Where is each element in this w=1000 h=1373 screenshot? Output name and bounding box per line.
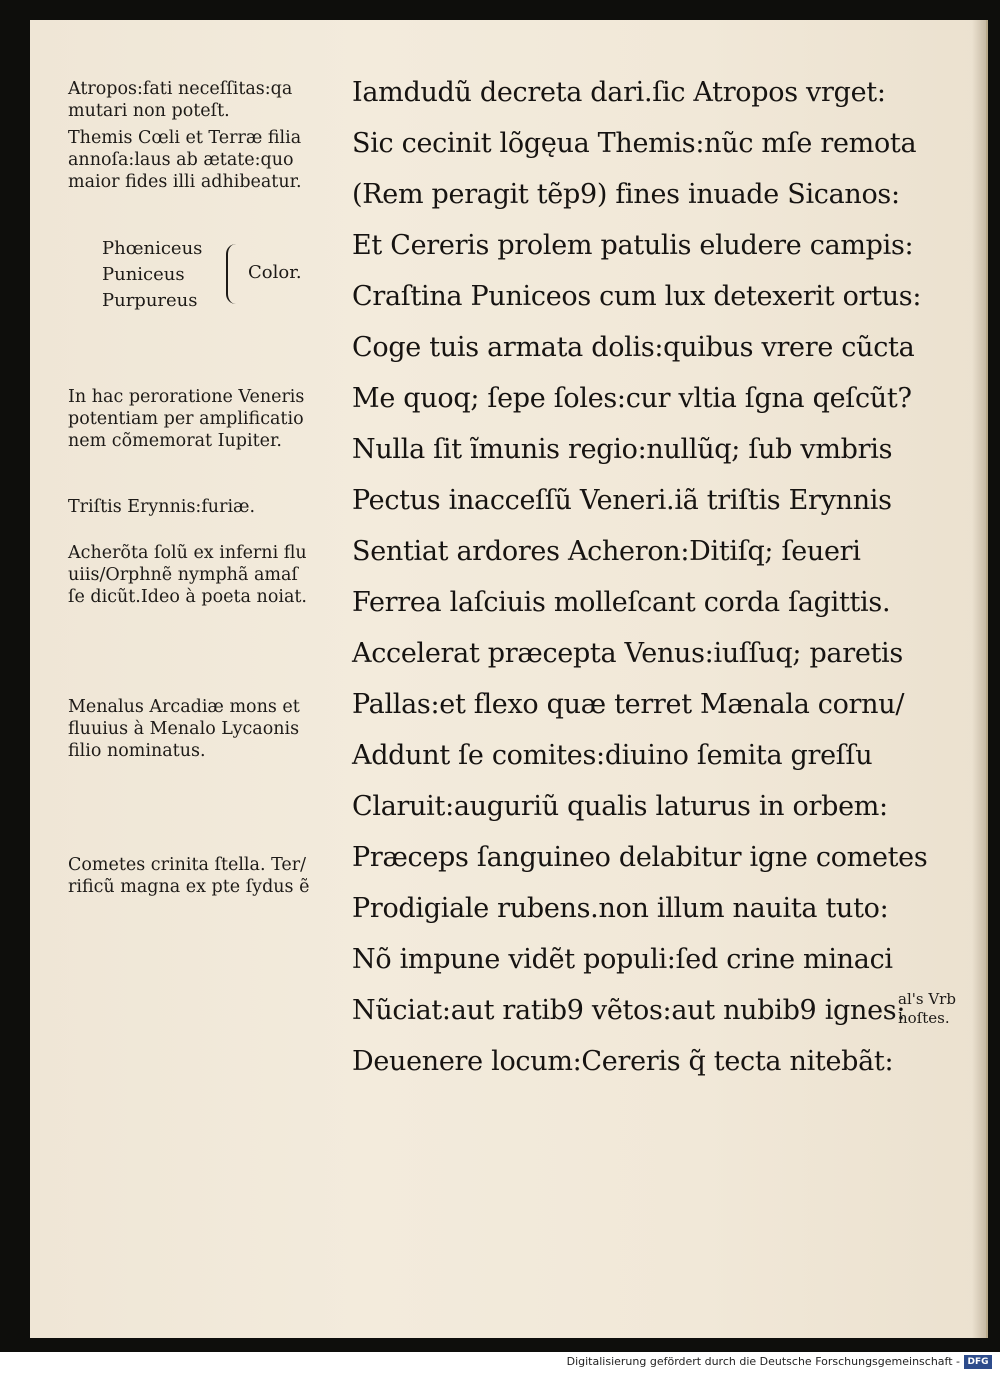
dfg-logo: DFG: [964, 1355, 992, 1369]
gloss-acheron: [68, 542, 307, 608]
gloss-atropos: [68, 78, 292, 122]
verse-line: Nõ impune vidẽt populi:ſed crine minaci: [352, 944, 893, 975]
right-margin-note: [898, 990, 956, 1028]
color-word: Puniceus: [102, 264, 185, 285]
verse-line: Addunt ſe comites:diuino ſemita greſſu: [352, 740, 873, 771]
verse-line: Me quoq; ſepe ſoles:cur vltia ſgna qeſcũt?: [352, 383, 912, 414]
gloss-menalus: [68, 696, 300, 762]
brace-mark: [226, 244, 238, 304]
gloss-erynnis: [68, 496, 255, 518]
verse-line: Craſtina Puniceos cum lux detexerit ortus:: [352, 281, 922, 312]
book-page: [30, 20, 988, 1338]
verse-line: Nulla ſit ĩmunis regio:nullũq; ſub vmbris: [352, 434, 893, 465]
gloss-line: filio nominatus.: [68, 741, 206, 761]
gloss-themis: [68, 127, 302, 193]
verse-line: (Rem peragit tẽp9) fines inuade Sicanos:: [352, 179, 900, 210]
verse-line: Accelerat præcepta Venus:iuſſuq; paretis: [352, 638, 903, 669]
verse-line: Iamdudũ decreta dari.ſic Atropos vrget:: [352, 77, 886, 108]
footer-credit: Digitalisierung gefördert durch die Deutsche Forschungsgemeinschaft -: [566, 1355, 960, 1368]
gloss-line: ſe dicũt.Ideo à poeta noiat.: [68, 587, 307, 607]
verse-line: Præceps ſanguineo delabitur igne cometes: [352, 842, 928, 873]
gloss-line: potentiam per amplificatio: [68, 409, 304, 429]
gloss-line: Menalus Arcadiæ mons et: [68, 697, 300, 717]
gloss-line: fluuius à Menalo Lycaonis: [68, 719, 300, 739]
verse-line: Pallas:et flexo quæ terret Mænala cornu/: [352, 689, 905, 720]
verse-line: Nũciat:aut ratib9 vẽtos:aut nubib9 ignes:: [352, 995, 906, 1026]
verse-line: Pectus inacceſſũ Veneri.iã triſtis Erynnis: [352, 485, 892, 516]
verse-line: Claruit:auguriũ qualis laturus in orbem:: [352, 791, 888, 822]
footer-bar: [0, 1352, 1000, 1373]
verse-line: Coge tuis armata dolis:quibus vrere cũcta: [352, 332, 915, 363]
verse-line: Deuenere locum:Cereris q̃ tecta nitebãt:: [352, 1046, 894, 1077]
verse-line: Et Cereris prolem patulis eludere campis:: [352, 230, 914, 261]
color-word: Purpureus: [102, 290, 198, 311]
gloss-line: Acherõta ſolũ ex inferni flu: [68, 543, 307, 563]
color-word: Phœniceus: [102, 238, 203, 259]
verse-line: Sic cecinit lõgęua Themis:nũc mſe remota: [352, 128, 917, 159]
gloss-line: rificũ magna ex pte ſydus ẽ: [68, 877, 310, 897]
verse-line: Sentiat ardores Acheron:Ditiſq; ſeueri: [352, 536, 861, 567]
page-edge-shadow: [972, 20, 986, 1338]
gloss-line: nem cõmemorat Iupiter.: [68, 431, 282, 451]
gloss-line: annoſa:laus ab ætate:quo: [68, 150, 294, 170]
note-line: al's Vrb: [898, 990, 956, 1008]
gloss-line: mutari non poteſt.: [68, 101, 230, 121]
gloss-line: Triſtis Erynnis:furiæ.: [68, 497, 256, 517]
gloss-line: uiis/Orphnẽ nymphã amaſ: [68, 565, 298, 585]
color-note: [102, 238, 362, 318]
verse-line: Ferrea laſciuis molleſcant corda ſagittis.: [352, 587, 891, 618]
color-label: Color.: [248, 262, 302, 283]
gloss-line: Themis Cœli et Terræ filia: [68, 128, 302, 148]
gloss-line: Atropos:fati neceſſitas:qa: [68, 79, 293, 99]
gloss-line: In hac peroratione Veneris: [68, 387, 305, 407]
note-line: hoſtes.: [898, 1009, 950, 1027]
gloss-line: Cometes crinita ſtella. Ter/: [68, 855, 307, 875]
gloss-peroratio: [68, 386, 304, 452]
gloss-cometes: [68, 854, 309, 898]
verse-line: Prodigiale rubens.non illum nauita tuto:: [352, 893, 889, 924]
gloss-line: maior fides illi adhibeatur.: [68, 172, 302, 192]
